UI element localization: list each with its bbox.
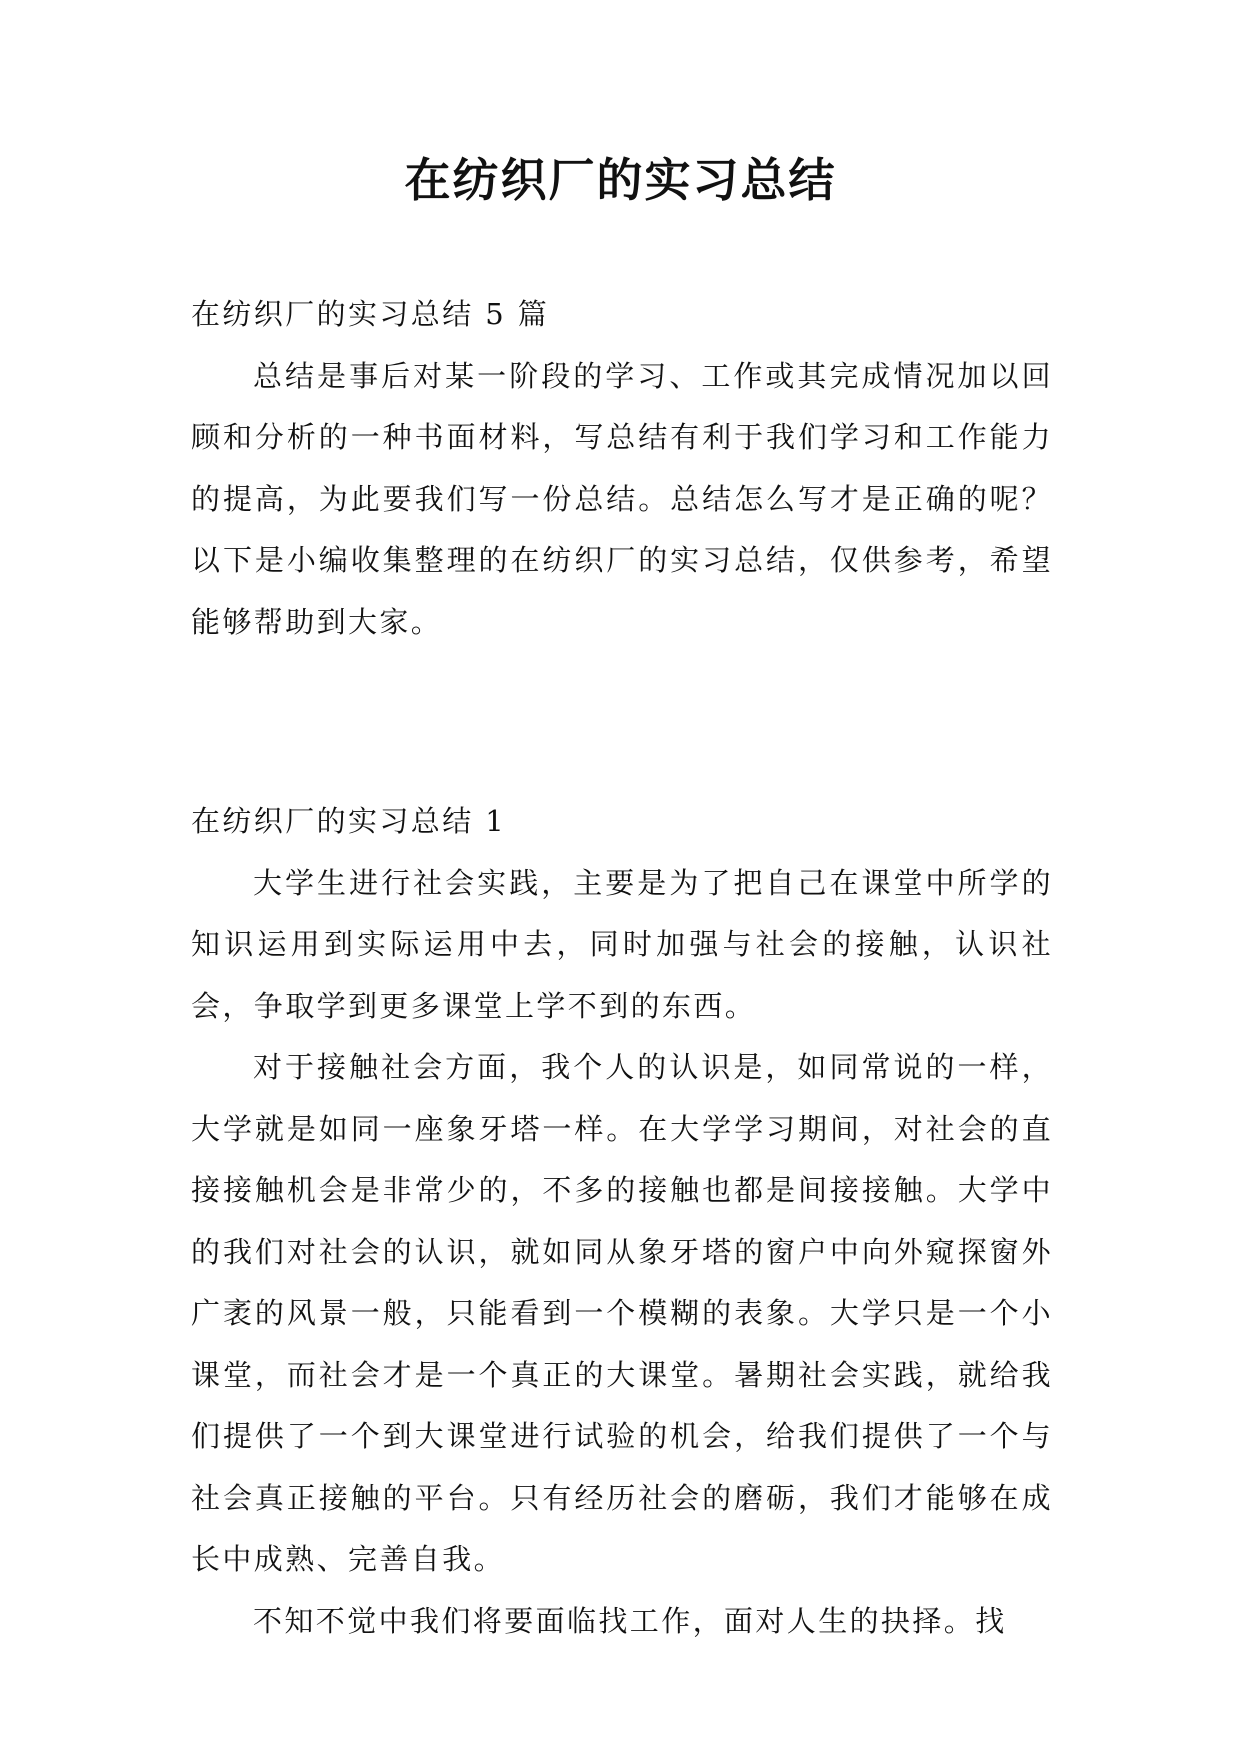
document-title: 在纺织厂的实习总结: [404, 153, 837, 207]
document-body: [191, 284, 1053, 1652]
section-heading: 在纺织厂的实习总结 1: [191, 804, 507, 838]
intro-heading: 在纺织厂的实习总结 5 篇: [191, 297, 550, 331]
section-paragraph: 不知不觉中我们将要面临找工作，面对人生的抉择。找: [253, 1603, 1007, 1638]
section-paragraph: 大学生进行社会实践，主要是为了把自己在课堂中所学的知识运用到实际运用中去，同时加强与社会的接触，认识社会，争取学到更多课堂上学不到的东西。: [191, 865, 1053, 1023]
intro-paragraph: 总结是事后对某一阶段的学习、工作或其完成情况加以回顾和分析的一种书面材料，写总结有利于我们学习和工作能力的提高，为此要我们写一份总结。总结怎么写才是正确的呢？以下是小编收集整理的在纺织厂的实习总结，仅供参考，希望能够帮助到大家。: [191, 358, 1053, 639]
section-spacer: [191, 653, 1053, 791]
section-paragraph: 对于接触社会方面，我个人的认识是，如同常说的一样，大学就是如同一座象牙塔一样。在大学学习期间，对社会的直接接触机会是非常少的，不多的接触也都是间接接触。大学中的我们对社会的认识，就如同从象牙塔的窗户中向外窥探窗外广袤的风景一般，只能看到一个模糊的表象。大学只是一个小课堂，而社会才是一个真正的大课堂。暑期社会实践，就给我们提供了一个到大课堂进行试验的机会，给我们提供了一个与社会真正接触的平台。只有经历社会的磨砺，我们才能够在成长中成熟、完善自我。: [191, 1050, 1053, 1576]
